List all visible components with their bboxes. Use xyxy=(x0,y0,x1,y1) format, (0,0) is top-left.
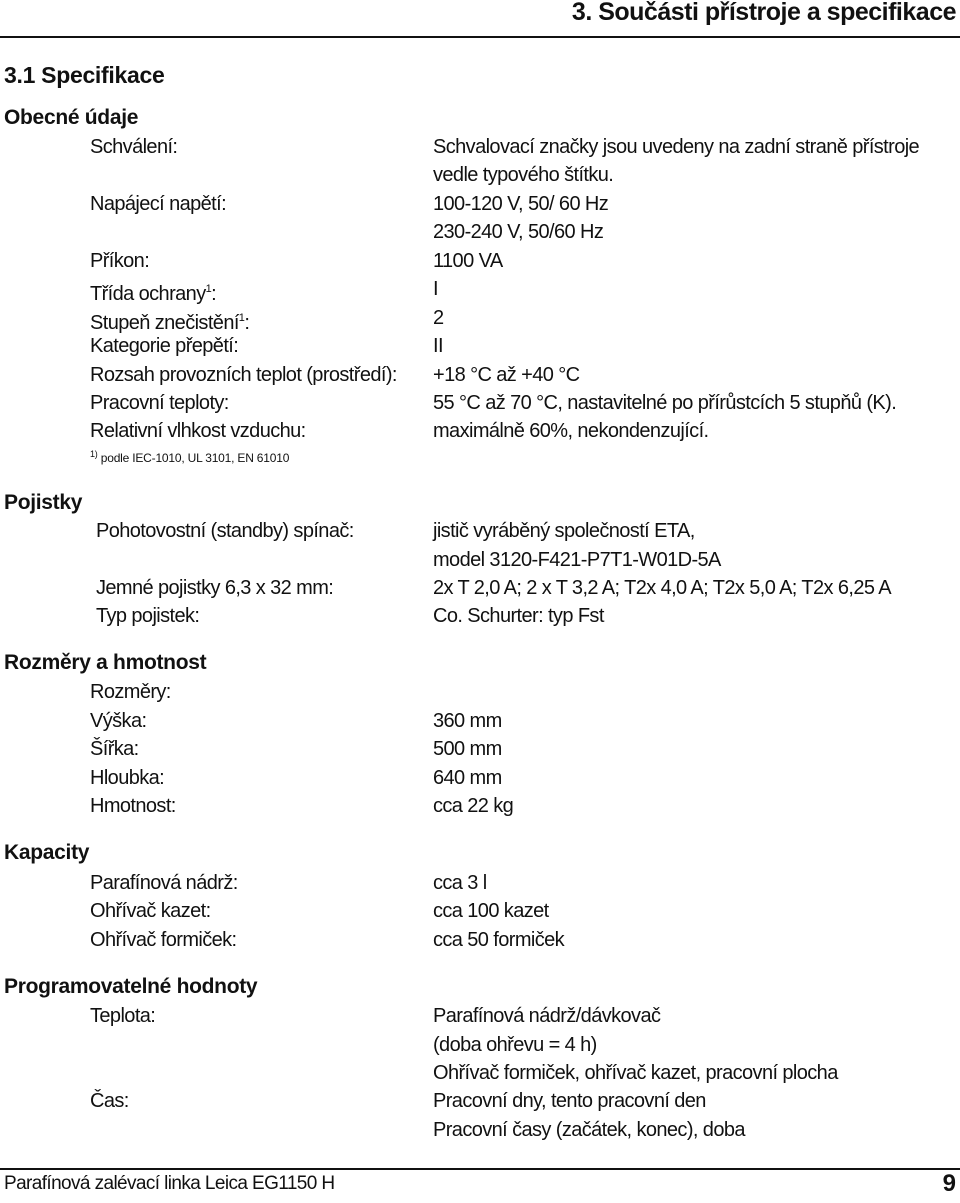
overvoltage-value: II xyxy=(433,335,443,357)
mold-heater-label: Ohřívač formiček: xyxy=(90,929,237,951)
standby-value-1: jistič vyráběný společností ETA, xyxy=(433,520,695,542)
height-value: 360 mm xyxy=(433,710,502,732)
weight-value: cca 22 kg xyxy=(433,795,514,817)
pollution-label: Stupeň znečistění$^1$: xyxy=(90,312,250,334)
working-temp-label: Pracovní teploty: xyxy=(90,392,229,414)
temperature-label: Teplota: xyxy=(90,1005,156,1027)
power-value: 1100 VA xyxy=(433,250,503,272)
protection-label: Třída ochrany$^1$: xyxy=(90,283,217,305)
humidity-label: Relativní vlhkost vzduchu: xyxy=(90,420,306,442)
chapter-title: 3. Součásti přístroje a specifikace xyxy=(571,0,956,26)
dimensions-label: Rozměry: xyxy=(90,681,171,703)
tank-value: cca 3 l xyxy=(433,872,487,894)
weight-label: Hmotnost: xyxy=(90,795,176,817)
overvoltage-label: Kategorie přepětí: xyxy=(90,335,239,357)
page-number: 9 xyxy=(942,1170,956,1197)
footer-rule xyxy=(0,1168,960,1170)
footer-product-name: Parafínová zalévací linka Leica EG1150 H xyxy=(4,1173,335,1194)
width-label: Šířka: xyxy=(90,738,139,760)
working-temp-value: 55 °C až 70 °C, nastavitelné po přírůstcích 5 stupňů (K). xyxy=(433,392,897,414)
programmable-heading: Programovatelné hodnoty xyxy=(4,975,258,998)
fine-fuses-value: 2x T 2,0 A; 2 x T 3,2 A; T2x 4,0 A; T2x 5,0 A; T2x 6,25 A xyxy=(433,577,891,599)
approval-value-2: vedle typového štítku. xyxy=(433,164,614,186)
temperature-value-1: Parafínová nádrž/dávkovač xyxy=(433,1005,661,1027)
tank-label: Parafínová nádrž: xyxy=(90,872,238,894)
depth-label: Hloubka: xyxy=(90,767,165,789)
capacity-heading: Kapacity xyxy=(4,841,90,864)
humidity-value: maximálně 60%, nekondenzující. xyxy=(433,420,709,442)
standby-label: Pohotovostní (standby) spínač: xyxy=(96,520,354,542)
cassette-heater-value: cca 100 kazet xyxy=(433,900,549,922)
time-label: Čas: xyxy=(90,1090,129,1112)
general-heading: Obecné údaje xyxy=(4,106,139,129)
voltage-label: Napájecí napětí: xyxy=(90,193,227,215)
pollution-value: 2 xyxy=(433,307,444,329)
height-label: Výška: xyxy=(90,710,147,732)
width-value: 500 mm xyxy=(433,738,502,760)
protection-value: I xyxy=(433,278,438,300)
fuse-type-label: Typ pojistek: xyxy=(96,605,200,627)
cassette-heater-label: Ohřívač kazet: xyxy=(90,900,211,922)
ambient-label: Rozsah provozních teplot (prostředí): xyxy=(90,364,397,386)
depth-value: 640 mm xyxy=(433,767,502,789)
header-rule xyxy=(0,36,960,38)
approval-label: Schválení: xyxy=(90,136,178,158)
time-value-2: Pracovní časy (začátek, konec), doba xyxy=(433,1119,745,1141)
section-title: 3.1 Specifikace xyxy=(4,62,165,88)
standby-value-2: model 3120-F421-P7T1-W01D-5A xyxy=(433,549,721,571)
time-value-1: Pracovní dny, tento pracovní den xyxy=(433,1090,706,1112)
temperature-value-2: (doba ohřevu = 4 h) xyxy=(433,1034,597,1056)
temperature-value-3: Ohřívač formiček, ohřívač kazet, pracovní plocha xyxy=(433,1062,838,1084)
footnote: $^{1)}$ podle IEC-1010, UL 3101, EN 61010 xyxy=(90,449,290,465)
power-label: Příkon: xyxy=(90,250,150,272)
ambient-value: +18 °C až +40 °C xyxy=(433,364,580,386)
voltage-value-2: 230-240 V, 50/60 Hz xyxy=(433,221,604,243)
dimensions-heading: Rozměry a hmotnost xyxy=(4,651,207,674)
approval-value-1: Schvalovací značky jsou uvedeny na zadní straně přístroje xyxy=(433,136,920,158)
fuses-heading: Pojistky xyxy=(4,491,83,514)
fine-fuses-label: Jemné pojistky 6,3 x 32 mm: xyxy=(96,577,334,599)
mold-heater-value: cca 50 formiček xyxy=(433,929,565,951)
voltage-value-1: 100-120 V, 50/ 60 Hz xyxy=(433,193,609,215)
fuse-type-value: Co. Schurter: typ Fst xyxy=(433,605,604,627)
